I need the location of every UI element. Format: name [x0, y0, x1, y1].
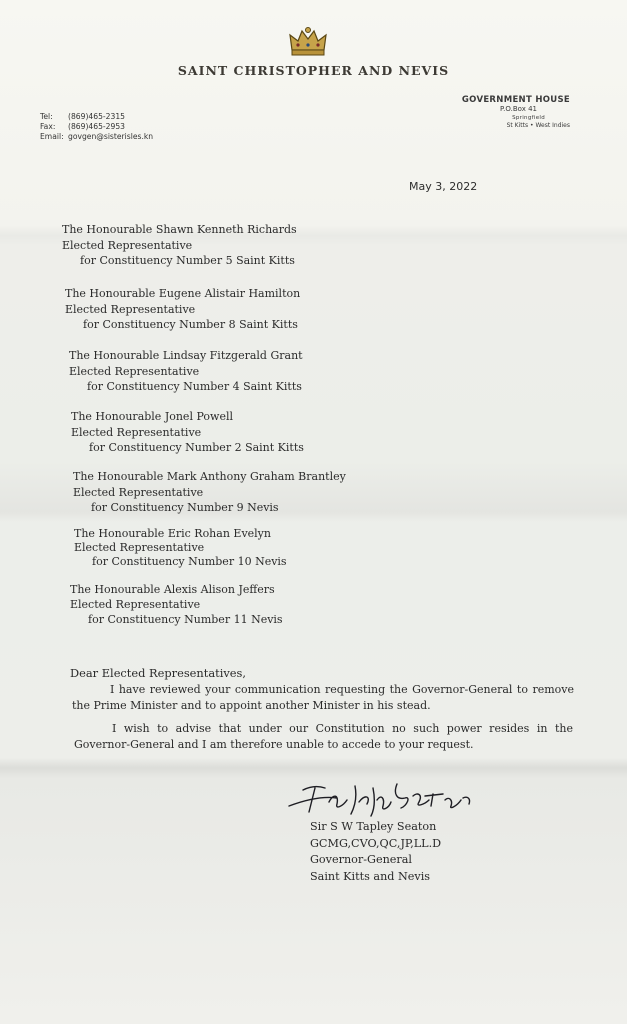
office-area: Springfield — [512, 115, 545, 121]
paragraph-1: I have reviewed your communication requesting the Governor-General to remove the Prime Minister and to appoint another Minister in his stead. — [72, 683, 574, 712]
signer-name: Sir S W Tapley Seaton — [310, 820, 437, 833]
recipient-3: The Honourable Lindsay Fitzgerald Grant Elected Representative for Constituency Number 4 Saint Kitts — [69, 349, 303, 393]
office-island: St Kitts • West Indies — [506, 122, 570, 129]
signer-honours: GCMG,CVO,QC,JP,LL.D — [310, 836, 442, 850]
letter-date: May 3, 2022 — [409, 180, 478, 193]
signature-image — [285, 776, 475, 822]
signer-state: Saint Kitts and Nevis — [310, 869, 431, 883]
contact-email: Email: govgen@sisterisles.kn — [40, 132, 154, 141]
letterhead-country: SAINT CHRISTOPHER AND NEVIS — [177, 63, 450, 78]
office-address — [462, 95, 570, 130]
recipient-6: The Honourable Eric Rohan Evelyn Elected Representative for Constituency Number 10 Nevis — [74, 527, 287, 568]
contact-tel: Tel: (869)465-2315 — [40, 112, 125, 121]
recipient-2: The Honourable Eugene Alistair Hamilton Elected Representative for Constituency Number 8 Saint Kitts — [65, 287, 301, 331]
contact-block — [40, 112, 153, 142]
recipient-5: The Honourable Mark Anthony Graham Brantley Elected Representative for Constituency Number 9 Nevis — [73, 470, 346, 514]
contact-fax: Fax: (869)465-2953 — [40, 122, 125, 131]
crown-icon — [286, 26, 330, 58]
office-title: GOVERNMENT HOUSE — [461, 95, 570, 105]
paragraph-2: I wish to advise that under our Constitution no such power resides in the Governor-General and I am therefore unable to accede to your request. — [74, 722, 573, 751]
signer-title: Governor-General — [310, 853, 413, 866]
recipient-1: The Honourable Shawn Kenneth Richards Elected Representative for Constituency Number 5 Saint Kitts — [62, 223, 297, 267]
recipient-7: The Honourable Alexis Alison Jeffers Elected Representative for Constituency Number 11 Nevis — [70, 583, 283, 626]
signature-block — [310, 819, 441, 885]
salutation: Dear Elected Representatives, — [70, 666, 246, 680]
recipient-4: The Honourable Jonel Powell Elected Representative for Constituency Number 2 Saint Kitts — [71, 410, 304, 454]
office-box: P.O.Box 41 — [500, 105, 537, 113]
